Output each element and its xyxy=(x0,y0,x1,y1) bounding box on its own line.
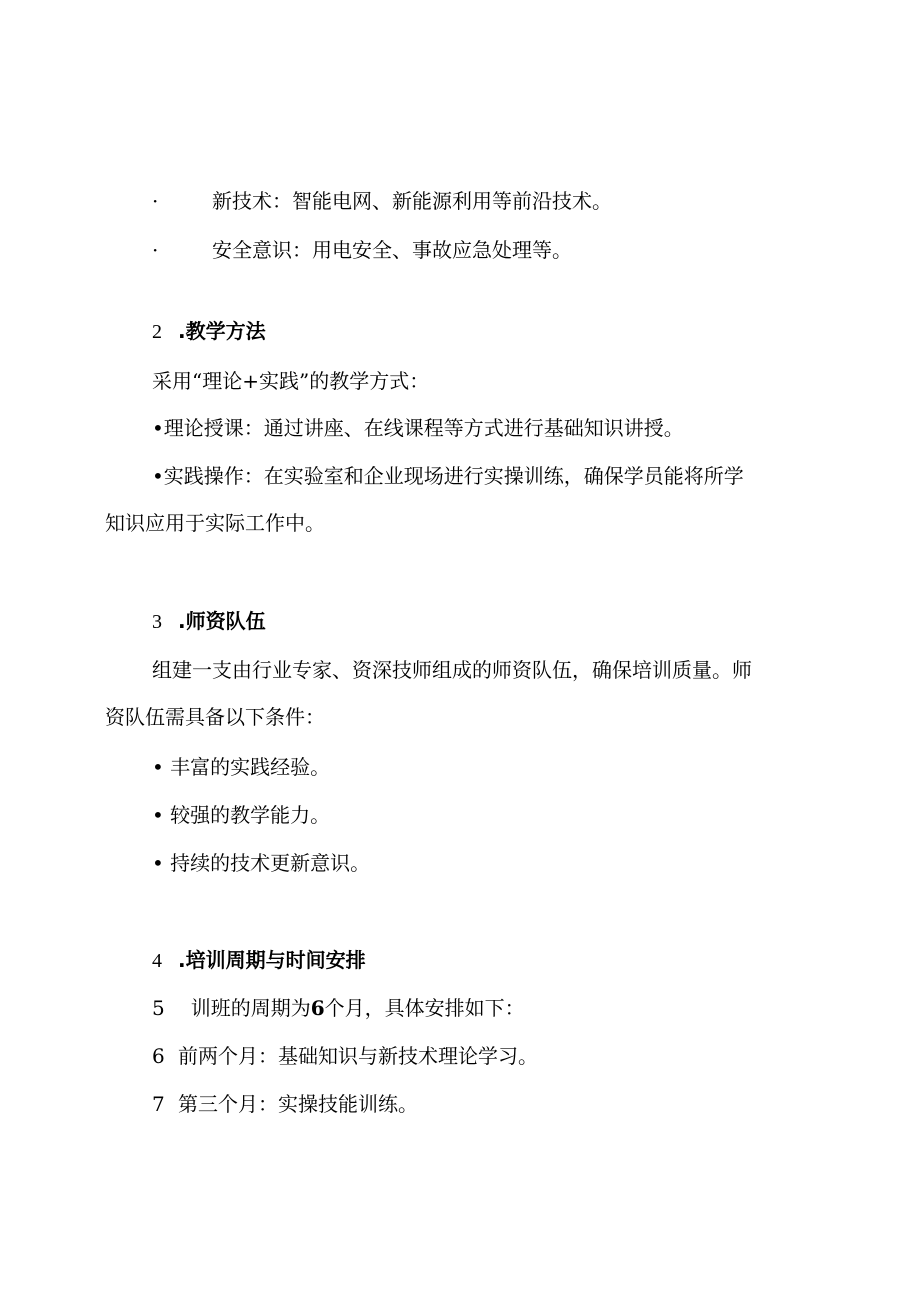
line-number: 5 xyxy=(152,996,165,1020)
section-number: 4 xyxy=(152,950,162,972)
line-number: 7 xyxy=(152,1092,165,1116)
list-item: • 丰富的实践经验。 xyxy=(152,755,331,779)
line-text-post: 个月，具体安排如下： xyxy=(324,996,525,1020)
list-item: •实践操作：在实验室和企业现场进行实操训练，确保学员能将所学 xyxy=(152,464,744,488)
list-item: • 较强的教学能力。 xyxy=(152,803,331,827)
paragraph: 采用“理论+实践”的教学方式： xyxy=(152,369,430,393)
paragraph-continuation: 知识应用于实际工作中。 xyxy=(105,511,325,535)
line-text: 第三个月：实操技能训练。 xyxy=(178,1092,418,1116)
bullet-marker: · xyxy=(152,238,159,262)
section-title: .师资队伍 xyxy=(178,609,266,633)
section-number: 2 xyxy=(152,321,162,343)
line-number: 6 xyxy=(152,1044,165,1068)
section-title: .教学方法 xyxy=(178,319,266,343)
numbered-line xyxy=(152,1090,418,1118)
line-text-pre: 训班的周期为 xyxy=(178,996,311,1020)
section-heading xyxy=(152,317,266,345)
numbered-line xyxy=(152,1042,538,1070)
section-number: 3 xyxy=(152,611,162,633)
section-heading xyxy=(152,946,366,974)
list-item-text: 安全意识：用电安全、事故应急处理等。 xyxy=(212,238,572,262)
bullet-marker: · xyxy=(152,189,159,213)
section-heading xyxy=(152,607,266,635)
list-item: • 持续的技术更新意识。 xyxy=(152,851,371,875)
numbered-line xyxy=(152,994,525,1022)
paragraph: 组建一支由行业专家、资深技师组成的师资队伍，确保培训质量。师 xyxy=(152,658,752,682)
duration-value: 6 xyxy=(310,996,325,1020)
line-text: 前两个月：基础知识与新技术理论学习。 xyxy=(178,1044,538,1068)
section-title: .培训周期与时间安排 xyxy=(178,948,366,972)
list-item-text: 新技术：智能电网、新能源利用等前沿技术。 xyxy=(212,189,612,213)
paragraph-continuation: 资队伍需具备以下条件： xyxy=(105,705,325,729)
list-item: •理论授课：通过讲座、在线课程等方式进行基础知识讲授。 xyxy=(152,416,684,440)
